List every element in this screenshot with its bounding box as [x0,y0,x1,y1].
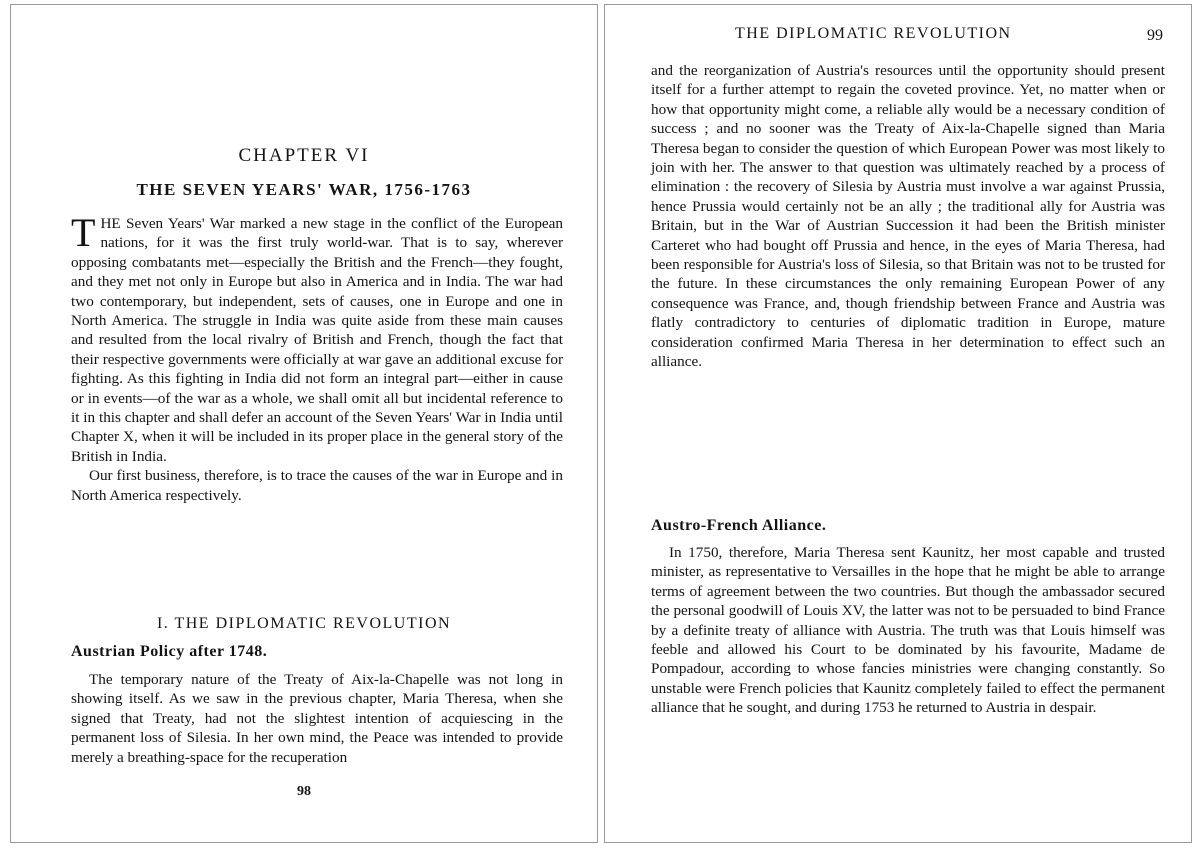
section-heading: I. THE DIPLOMATIC REVOLUTION [156,615,452,632]
left-text-block-2 [71,670,563,767]
policy-paragraph: The temporary nature of the Treaty of Aix-la-Chapelle was not long in showing itself. As we saw in the previous chapter, Maria Theresa, when she signed that Treaty, had not the slightest intention of acquiescing in the permanent loss of Silesia. In her own mind, the Peace was intended to provide merely a breathing-space for the recuperation [71,671,563,766]
chapter-title: THE SEVEN YEARS' WAR, 1756-1763 [136,180,472,199]
running-head: THE DIPLOMATIC REVOLUTION [735,25,1012,42]
alliance-paragraph: In 1750, therefore, Maria Theresa sent Kaunitz, her most capable and trusted minister, as representative to Versailles in the hope that he might be able to arrange terms of agreement between the two countries. But though the ambassador secured the personal goodwill of Louis XV, the latter was not to be persuaded to bind France by a definite treaty of alliance with Austria. The truth was that Louis himself was feeble and allowed his Court to be dominated by his favourite, Madame de Pompadour, according to whose fancies ministries were changing constantly. So unstable were French policies that Kaunitz completely failed to effect the permanent alliance that he sought, and during 1753 he returned to Austria in despair. [651,544,1165,717]
subheading-austrian-policy: Austrian Policy after 1748. [71,643,268,660]
page-number: 98 [297,784,311,799]
continuation-paragraph: and the reorganization of Austria's resources until the opportunity should present itself for a further attempt to regain the coveted province. Yet, no matter when or how that opportunity might come, a reliable ally would be a necessary condition of success ; and no sooner was the Treaty of Aix-la-Chapelle signed than Maria Theresa began to consider the question of which European Power was most likely to join with her. The answer to that question was ultimately reached by a process of elimination : the recovery of Silesia by Austria must involve a war against Prussia, hence Prussia would certainly not be an ally ; the traditional ally for Austria was Britain, but in the War of Austrian Succession it had been the British minister Carteret who had bought off Prussia and hence, in the eyes of Maria Theresa, had been responsible for Austria's loss of Silesia, so that Britain was not to be trusted for the future. In these circumstances the only remaining European Power of any consequence was France, and, though friendship between France and Austria was flatly contradictory to centuries of diplomatic tradition in Europe, mature consideration confirmed Maria Theresa in her determination to effect such an alliance. [651,62,1165,371]
right-page [604,4,1192,843]
right-text-block [651,61,1165,372]
left-page [10,4,598,843]
right-text-block-2 [651,543,1165,718]
subheading-austro-french-alliance: Austro-French Alliance. [651,517,827,534]
page-number: 99 [1147,27,1163,44]
drop-cap: T [71,210,96,255]
chapter-heading: CHAPTER VI [238,145,370,166]
second-paragraph: Our first business, therefore, is to trace the causes of the war in Europe and in North America respectively. [71,467,563,504]
left-text-block [71,210,563,505]
intro-paragraph [71,210,563,466]
intro-paragraph-text: HE Seven Years' War marked a new stage in the conflict of the European nations, for it was the first truly world-war. That is to say, wherever opposing combatants met—especially the British and the French—they fought, and they met not only in Europe but also in America and in India. The war had two contemporary, but independent, sets of causes, one in Europe and one in North America. The struggle in India was quite aside from these main causes and resulted from the local rivalry of British and French, though the fact that their respective governments were officially at war gave an additional excuse for fighting. As this fighting in India did not form an integral part—either in cause or in events—of the war as a whole, we shall omit all but incidental reference to it in this chapter and shall defer an account of the Seven Years' War in India until Chapter X, when it will be included in its proper place in the general story of the British in India. [71,215,563,465]
